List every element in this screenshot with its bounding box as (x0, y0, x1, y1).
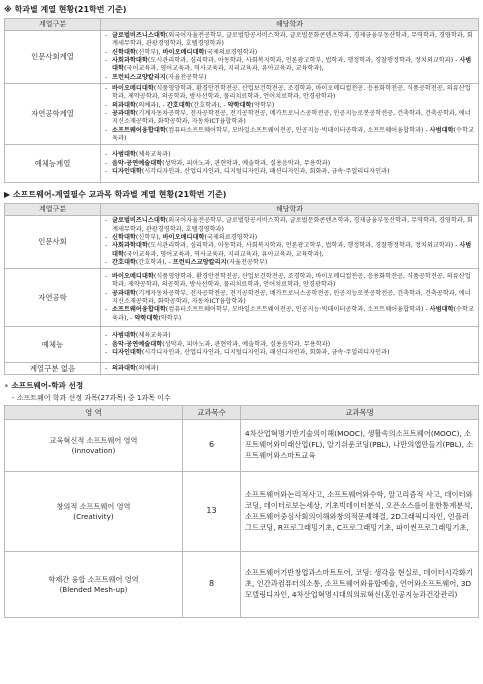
college-name: 사범대학 (429, 126, 454, 134)
department-names: (국제의료경영학과) (204, 233, 258, 241)
table-row (5, 145, 479, 183)
dash-bullet: - (105, 48, 108, 56)
dash-bullet: - (105, 332, 108, 340)
dash-bullet: - (105, 84, 108, 92)
dash-bullet: - (105, 110, 108, 118)
college-name: 바이오메디대학 (112, 272, 154, 280)
category-cell: 인문사회 (5, 216, 101, 269)
list-item (105, 332, 476, 340)
department-names: (외국어자율전공학부, 글로벌항공서비스학과, 글로벌문화콘텐츠학과, 경제금융부동산학과, 무역학과, 경영학과, 회계세무학과, 관광경영학과, 호텔경영학과) (112, 31, 473, 48)
header-category: 계열구분 (5, 204, 101, 216)
department-names: (성악과, 피아노과, 관현악과, 예술학과, 실용음악과, 무용학과) (162, 340, 331, 348)
college-name: 사범대학 (112, 332, 136, 340)
department-names: (간호학과), - (190, 101, 228, 109)
college-name: 사범대학 (112, 242, 472, 258)
department-names: (약학부) (158, 314, 182, 322)
area-english: (Creativity) (73, 511, 114, 521)
department-names: (의예과) (135, 364, 159, 372)
table-row (5, 30, 479, 83)
list-item (105, 49, 476, 57)
college-name: 사범대학 (112, 56, 472, 73)
dash-bullet: - (105, 306, 108, 314)
department-list (105, 332, 476, 357)
department-names: (도시관리학과, 심리학과, 아동학과, 사회복지학과, 언론광고학부, 법학과, 행정학과, 경찰행정학과, 정치외교학과) - (147, 242, 460, 250)
department-names: (신학부), (135, 233, 163, 241)
dash-bullet: - (105, 259, 108, 267)
department-names: (외국어자율전공학부, 글로벌항공서비스학과, 글로벌문화콘텐츠학과, 경제금융부동산학과, 무역학과, 경영학과, 회계세무학과, 관광경영학과, 호텔경영학과) (112, 217, 473, 233)
dash-bullet: - (105, 272, 108, 280)
department-names: (체육교육과) (135, 151, 171, 159)
dash-bullet: - (105, 364, 108, 372)
table-row (5, 269, 479, 327)
departments-cell (101, 327, 479, 363)
subject-count: 13 (183, 472, 241, 552)
category-cell: 예체능 (5, 327, 101, 363)
table-header-row (5, 406, 479, 420)
dash-bullet: - (105, 101, 108, 109)
list-item (105, 110, 476, 127)
college-name: 공과대학 (112, 289, 136, 297)
college-name: 사범대학 (112, 151, 136, 159)
dash-bullet: - (105, 126, 108, 134)
college-name: 간호대학 (112, 259, 136, 267)
table-row (5, 472, 479, 552)
header-category: 계열구분 (5, 18, 101, 30)
college-name: 글로벌비즈니스대학 (112, 31, 166, 39)
department-names: (수학교육과), - (112, 306, 474, 322)
dash-bullet: - (105, 233, 108, 241)
college-name: 의과대학 (112, 364, 136, 372)
department-names: (기계자동차공학부, 전자공학전공, 전기공학전공, 메카트로닉스공학전공, 인공지능로봇공학전공, 건축학과, 건축공학과, 에너지신소재공학과, 화학공학과, 자동차ICT융합학과) (112, 110, 471, 126)
department-names: (약학부) (251, 101, 275, 109)
table-header-row (5, 204, 479, 216)
department-names: (수학교육과) (112, 126, 474, 143)
list-item (105, 168, 476, 176)
college-name: 바이오메디대학 (162, 233, 205, 241)
list-item (105, 102, 476, 110)
table-row (5, 363, 479, 375)
header-area: 영 역 (5, 406, 183, 420)
departments-cell (101, 83, 479, 145)
college-name: 공과대학 (112, 110, 136, 118)
list-item (105, 151, 476, 159)
area-cell (5, 472, 183, 552)
college-name: 약학대학 (134, 314, 159, 322)
departments-cell (101, 269, 479, 327)
college-name: 소프트웨어융합대학 (112, 306, 166, 314)
list-item (105, 32, 476, 49)
department-names: (국어교육과, 영어교육과, 역사교육과, 지리교육과, 유아교육과, 교육학과), (123, 65, 324, 73)
departments-cell (101, 216, 479, 269)
subject-count: 8 (183, 552, 241, 618)
dash-bullet: - (105, 151, 108, 159)
college-name: 신학대학 (112, 48, 136, 56)
section3-title: ∘ 소프트웨어-학과 선정 (4, 381, 84, 391)
list-item (105, 365, 476, 373)
department-names: (기계자동차공학부, 전자공학전공, 전기공학전공, 메카트로닉스공학전공, 인공지능로봇공학전공, 건축학과, 건축공학과, 에너지신소재공학과, 화학공학과, 자동차ICT융합학과) (112, 289, 471, 305)
category-cell: 인문사회계열 (5, 30, 101, 83)
dash-bullet: - (105, 31, 108, 39)
list-item (105, 273, 476, 290)
dash-bullet: - (105, 73, 108, 81)
college-name: 프런티스교양칼리지 (112, 73, 166, 81)
college-name: 프런티스교양칼리지 (172, 259, 227, 267)
list-item (105, 160, 476, 168)
college-name: 의과대학 (112, 101, 136, 109)
college-name: 바이오메디대학 (162, 48, 205, 56)
subject-list: 4차산업혁명기반기술의이해(MOOC), 생활속의소프트웨어(MOOC), 소프트웨어와미래산업(FL), 알기쉬운코딩(PBL), 나만의앱만들기(PBL), 소프트웨어와스마트교육 (241, 420, 479, 472)
section1-title: ※ 학과별 계열 현황(21학번 기준) (4, 5, 127, 14)
department-names: (의예과), - (135, 101, 167, 109)
department-names: (컴퓨터소프트웨어학부, 모바일소프트웨어전공, 인공지능·빅데이터공학과, 소프트웨어융합학과) - (165, 306, 430, 314)
subject-count: 6 (183, 420, 241, 472)
college-name: 간호대학 (166, 101, 191, 109)
list-item (105, 349, 476, 357)
college-name: 음악·공연예술대학 (112, 159, 163, 167)
table-row (5, 83, 479, 145)
list-item (105, 85, 476, 102)
departments-cell (101, 363, 479, 375)
college-name: 신학대학 (112, 233, 136, 241)
category-cell: 자연공학계열 (5, 83, 101, 145)
department-list (105, 32, 476, 82)
table-row (5, 216, 479, 269)
table-header-row (5, 18, 479, 30)
list-item (105, 290, 476, 307)
department-list (105, 85, 476, 144)
college-name: 음악·공연예술대학 (112, 340, 163, 348)
department-names: (식품영양학과, 환경안전학전공, 산업보건학전공, 조경학과, 바이오메디컬전공, 응용화학전공, 식품공학전공, 의류산업학과, 제약공학과, 의공학과, 방사선학과, 물리치료학과, 언어치료학과, 안경광학과) (112, 84, 471, 101)
college-name: 약학대학 (227, 101, 252, 109)
subject-list: 소프트웨어기반창업과스마트토어, 코딩: 생각을 현실로, 데이터시각화기초, 인간과컴퓨터의소통, 소프트웨어와융합예술, 언어와소프트웨어, 3D모델링디자인, 4차산업혁명시대의의료혁신(혼인공지능과건강관리) (241, 552, 479, 618)
department-names: (성악과, 피아노과, 관현악과, 예술학과, 실용음악과, 무용학과) (162, 159, 331, 167)
header-count: 교과목수 (183, 406, 241, 420)
dash-bullet: - (105, 340, 108, 348)
area-english: (Innovation) (71, 445, 116, 455)
department-names: (국어교육과, 영어교육과, 역사교육과, 지리교육과, 유아교육과, 교육학과), (123, 250, 324, 258)
list-item (105, 127, 476, 144)
dash-bullet: - (105, 242, 108, 250)
area-cell (5, 552, 183, 618)
department-list (105, 217, 476, 267)
category-cell: 자연공학 (5, 269, 101, 327)
college-name: 사회과학대학 (112, 242, 148, 250)
subjects-table (4, 405, 479, 618)
department-names: (시각디자인과, 산업디자인과, 디지털디자인과, 패션디자인과, 회화과, 금속·주얼리디자인과) (141, 349, 390, 357)
section2-body (5, 216, 479, 375)
college-name: 바이오메디대학 (112, 84, 154, 92)
college-name: 소프트웨어융합대학 (112, 126, 166, 134)
departments-cell (101, 145, 479, 183)
list-item (105, 74, 476, 82)
table-row (5, 552, 479, 618)
section1-table (4, 18, 479, 184)
department-names: (자율전공학부) (226, 259, 268, 267)
subject-list: 소프트웨어와논리적사고, 소프트웨어와수학, 알고리즘적 사고, 데이터와코딩, 데이터로보는세상, 기초빅데이터분석, 오픈소스를이용한통계분석, 소프트웨어중심사회의이해와창의적문제해결, 2D그래픽디자인, 언플러그드코딩, R프로그래밍기초, C프로그래밍기초, 파이썬프로그래밍기초, (241, 472, 479, 552)
list-item (105, 341, 476, 349)
department-names: (도시관리학과, 심리학과, 아동학과, 사회복지학과, 언론광고학부, 법학과, 행정학과, 경찰행정학과, 정치외교학과) - (147, 56, 460, 64)
department-names: (식품영양학과, 환경안전학전공, 산업보건학전공, 조경학과, 바이오메디컬전공, 응용화학전공, 식품공학전공, 의류산업학과, 제약공학과, 의공학과, 방사선학과, 물리치료학과, 언어치료학과, 안경광학과) (112, 272, 471, 289)
category-cell: 예체능계열 (5, 145, 101, 183)
section1-body (5, 30, 479, 183)
department-names: (간호학과), - (135, 259, 173, 267)
list-item (105, 259, 476, 267)
area-cell (5, 420, 183, 472)
section3-subtitle: - 소프트웨어 학과 선정 과목(27과목) 중 1과목 이수 (12, 393, 171, 402)
category-cell: 계열구분 없음 (5, 363, 101, 375)
table-row (5, 327, 479, 363)
area-name: 학제간 융합 소프트웨어 영역 (48, 574, 139, 584)
list-item (105, 217, 476, 234)
section2-title: ▶ 소프트웨어-계열필수 교과목 학과별 계열 현황(21학번 기준) (4, 190, 227, 200)
header-subjects: 교과목명 (241, 406, 479, 420)
department-names: (체육교육과) (135, 332, 171, 340)
dash-bullet: - (105, 217, 108, 225)
table-row (5, 420, 479, 472)
list-item (105, 306, 476, 323)
college-name: 디자인대학 (112, 349, 142, 357)
department-names: (컴퓨터소프트웨어학부, 모바일소프트웨어전공, 인공지능·빅데이터공학과, 소프트웨어융합학과) - (165, 126, 430, 134)
college-name: 사회과학대학 (112, 56, 148, 64)
department-names: (시각디자인과, 산업디자인과, 디지털디자인과, 패션디자인과, 회화과, 금속·주얼리디자인과) (141, 168, 390, 176)
college-name: 사범대학 (429, 306, 454, 314)
department-list (105, 151, 476, 176)
department-list (105, 365, 476, 373)
area-name: 교육혁신적 소프트웨어 영역 (49, 435, 138, 445)
department-names: (신학부), (135, 48, 163, 56)
section2-table (4, 203, 479, 375)
header-departments: 해당학과 (101, 18, 479, 30)
department-names: (국제의료경영학과) (204, 48, 258, 56)
college-name: 디자인대학 (112, 168, 142, 176)
area-name: 창의적 소프트웨어 영역 (56, 501, 131, 511)
department-list (105, 273, 476, 323)
list-item (105, 242, 476, 259)
dash-bullet: - (105, 289, 108, 297)
list-item (105, 57, 476, 74)
header-departments: 해당학과 (101, 204, 479, 216)
dash-bullet: - (105, 56, 108, 64)
departments-cell (101, 30, 479, 83)
college-name: 글로벌비즈니스대학 (112, 217, 166, 225)
department-names: (자율전공학부) (165, 73, 207, 81)
dash-bullet: - (105, 168, 108, 176)
area-english: (Blended Mesh-up) (59, 584, 128, 594)
dash-bullet: - (105, 159, 108, 167)
dash-bullet: - (105, 349, 108, 357)
